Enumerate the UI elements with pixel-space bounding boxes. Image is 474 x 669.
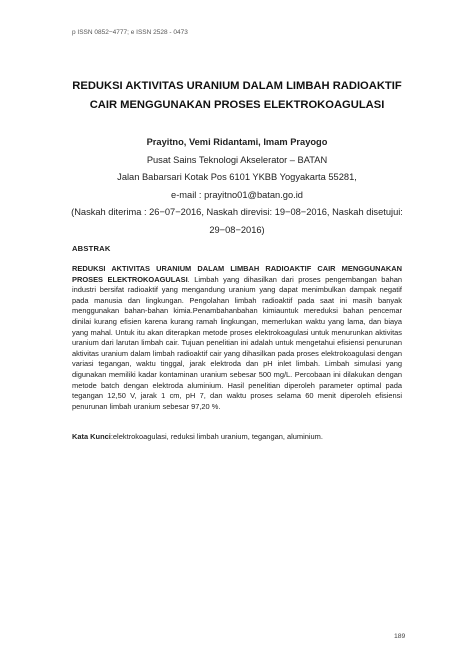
paper-title	[60, 77, 414, 115]
paper-title-line-2: CAIR MENGGUNAKAN PROSES ELEKTROKOAGULASI	[89, 99, 385, 111]
abstract-lead: REDUKSI AKTIVITAS URANIUM DALAM LIMBAH RADIOAKTIF CAIR MENGGUNAKAN PROSES ELEKTROKOAGULASI	[72, 264, 402, 284]
author-affiliation: Pusat Sains Teknologi Akselerator – BATAN	[146, 154, 328, 165]
abstract-heading: ABSTRAK	[72, 244, 111, 253]
page-number: 189	[394, 633, 406, 640]
keywords-line	[72, 432, 402, 443]
author-names: Prayitno, Vemi Ridantami, Imam Prayogo	[146, 137, 328, 147]
author-email: e-mail : prayitno01@batan.go.id	[171, 189, 303, 200]
keywords-text: :elektrokoagulasi, reduksi limbah uranium, tegangan, aluminium.	[110, 432, 323, 441]
manuscript-dates-line-1: (Naskah diterima : 26−07−2016, Naskah direvisi: 19−08−2016, Naskah disetujui:	[71, 207, 403, 217]
author-address: Jalan Babarsari Kotak Pos 6101 YKBB Yogyakarta 55281,	[117, 172, 357, 182]
manuscript-dates-line-2: 29−08−2016)	[209, 224, 265, 235]
author-block	[40, 134, 434, 239]
abstract-paragraph	[72, 264, 402, 412]
issn-header: p ISSN 0852−4777; e ISSN 2528 - 0473	[72, 29, 188, 36]
abstract-body: . Limbah yang dihasilkan dari proses pengembangan bahan industri bersifat radioaktif yang mengandung uranium yang dapat menimbulkan dampak negatif pada manusia dan lingkungan. Pengolahan limbah radioaktif pada saat ini masih banyak menggunakan bahan-bahan kimia.Penambahanbahan kimiauntuk mereduksi bahan pencemar dinilai kurang efisien karena kurang ramah lingkungan, memerlukan waktu yang lama, dan biaya yang mahal. Untuk itu akan diterapkan metode proses elektrokoagulasi untuk menurunkan aktivitas uranium dari larutan limbah cair. Tujuan penelitian ini adalah untuk mengetahui efisiensi penurunan aktivitas uranium dalam limbah radioaktif cair yang dihasilkan pada proses elektrokoagulasi dengan variasi tegangan, waktu tinggal, jarak elektroda dan pH inlet limbah. Limbah simulasi yang digunakan memiliki kadar kontaminan uranium sebesar 500 mg/L. Percobaan ini dilakukan dengan metode batch dengan elektroda aluminium. Hasil penelitian diperoleh parameter optimal pada tegangan 12,50 V, jarak 1 cm, pH 7, dan waktu proses selama 60 menit diperoleh efisiensi penurunan limbah uranium sebesar 97,20 %.	[72, 274, 402, 411]
keywords-label: Kata Kunci	[72, 432, 111, 441]
paper-title-line-1: REDUKSI AKTIVITAS URANIUM DALAM LIMBAH RADIOAKTIF	[72, 80, 402, 92]
